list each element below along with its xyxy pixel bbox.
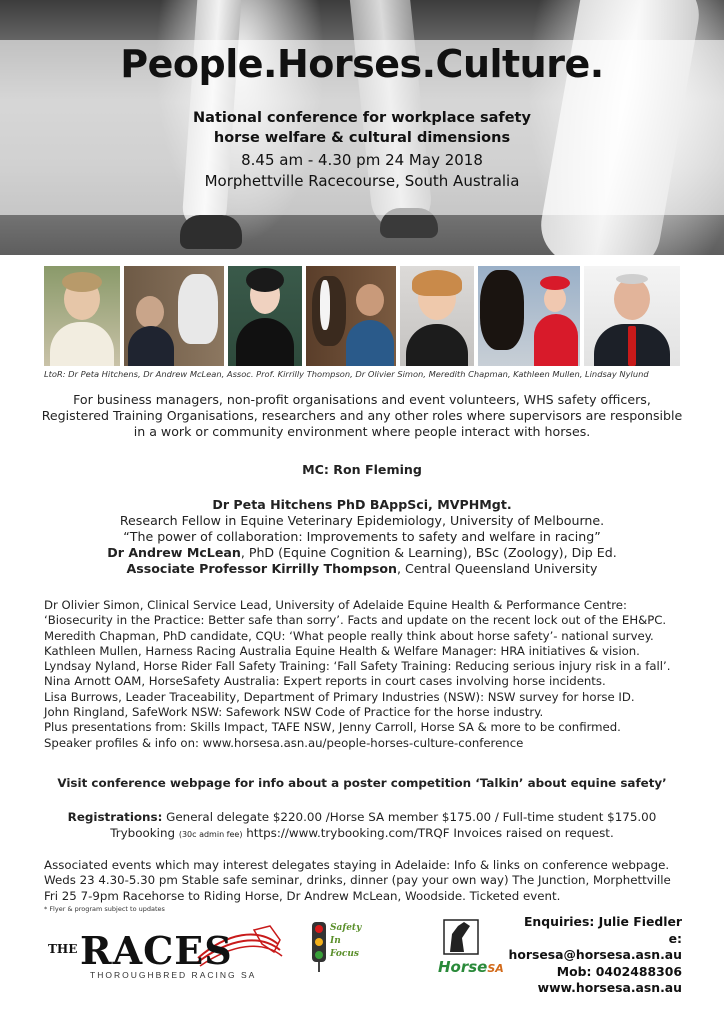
speaker-photo-strip (44, 266, 680, 366)
conference-subtitle: horse welfare & cultural dimensions (213, 130, 511, 146)
the-races-logo (48, 922, 284, 988)
traffic-light-icon (312, 922, 326, 962)
speaker-photo (306, 266, 396, 366)
horse-head-icon (442, 916, 482, 958)
list-item: Weds 23 4.30-5.30 pm Stable safe seminar, drinks, dinner (pay your own way) The Junction, Morphettville (44, 873, 671, 888)
list-item: Kathleen Mullen, Harness Racing Australia Equine Health & Welfare Manager: HRA initiatives & vision. (44, 643, 640, 658)
safety-logo-word: Focus (330, 949, 359, 959)
list-item: Nina Arnott OAM, HorseSafety Australia: Expert reports in court cases involving horse incidents. (44, 674, 606, 689)
list-item: Fri 25 7-9pm Racehorse to Riding Horse, Dr Andrew McLean, Woodside. Ticketed event. (44, 888, 561, 903)
page-title: People.Horses.Culture. (120, 42, 604, 86)
safety-logo-word: Safety (330, 923, 362, 933)
keynote-role: Research Fellow in Equine Veterinary Epidemiology, University of Melbourne. (119, 513, 605, 528)
associated-events (44, 858, 704, 904)
trybooking-link[interactable]: https://www.trybooking.com/TRQF Invoices raised on request. (242, 826, 614, 840)
poster-competition-note: Visit conference webpage for info about a poster competition ‘Talkin’ about equine safety’ (57, 776, 667, 790)
keynote-line (0, 545, 724, 561)
photo-caption: LtoR: Dr Peta Hitchens, Dr Andrew McLean, Assoc. Prof. Kirrilly Thompson, Dr Olivier Simon, Meredith Chapman, Kathleen Mullen, Lindsay Nylund (44, 369, 649, 379)
keynote-talk-title: “The power of collaboration: Improvements to safety and welfare in racing” (123, 529, 601, 544)
event-datetime: 8.45 am - 4.30 pm 24 May 2018 (241, 151, 483, 169)
list-item: Lyndsay Nyland, Horse Rider Fall Safety Training: ‘Fall Safety Training: Reducing serious injury risk in a fall’. (44, 659, 671, 674)
keynote-credentials: , PhD (Equine Cognition & Learning), BSc (Zoology), Dip Ed. (240, 545, 617, 560)
contact-mobile: Mob: 0402488306 (556, 963, 682, 979)
event-venue: Morphettville Racecourse, South Australia (204, 172, 520, 190)
list-item: Dr Olivier Simon, Clinical Service Lead, University of Adelaide Equine Health & Performance Centre: (44, 598, 627, 612)
horse-sa-logo (432, 916, 504, 986)
contact-block (500, 914, 682, 997)
keynote-name: Associate Professor Kirrilly Thompson (126, 561, 397, 576)
keynote-affiliation: , Central Queensland University (396, 561, 598, 576)
races-logo-the: THE (48, 942, 78, 956)
horsesa-logo-main: Horse (438, 958, 488, 976)
conference-subtitle: National conference for workplace safety (193, 110, 531, 126)
list-item: Associated events which may interest delegates staying in Adelaide: Info & links on conference webpage. (44, 858, 670, 872)
speaker-photo (124, 266, 224, 366)
races-logo-subtitle: THOROUGHBRED RACING SA (90, 970, 257, 980)
races-logo-word: RACES (80, 928, 233, 973)
speaker-photo (44, 266, 120, 366)
website-link[interactable]: www.horsesa.asn.au (537, 980, 682, 995)
admin-fee-note: (30c admin fee) (178, 830, 243, 839)
enquiries-contact: Enquiries: Julie Fiedler (523, 914, 682, 929)
registration-price-list: General delegate $220.00 /Horse SA member $175.00 / Full-time student $175.00 (162, 810, 657, 824)
horsesa-logo-sa: SA (487, 962, 504, 975)
speaker-photo (478, 266, 580, 366)
speaker-photo (400, 266, 474, 366)
hoof-image (180, 215, 242, 249)
keynote-line (0, 561, 724, 577)
speaker-photo (584, 266, 680, 366)
hero-banner (0, 0, 724, 255)
contact-email-link[interactable]: e: horsesa@horsesa.asn.au (508, 930, 682, 962)
speaker-photo (228, 266, 302, 366)
safety-in-focus-logo (312, 922, 368, 978)
registration-label: Registrations: (67, 810, 163, 824)
safety-logo-word: In (330, 936, 341, 946)
mc-line: MC: Ron Fleming (302, 462, 422, 477)
audience-description: For business managers, non-profit organisations and event volunteers, WHS safety officers, Registered Training Organisations, researchers and any other roles where supervisors are responsible in a work or community environment where people interact with horses. (41, 392, 683, 440)
keynote-name: Dr Andrew McLean (107, 545, 241, 560)
list-item: John Ringland, SafeWork NSW: Safework NSW Code of Practice for the horse industry. (44, 705, 544, 720)
speaker-profiles-link[interactable]: Speaker profiles & info on: www.horsesa.asn.au/people-horses-culture-conference (44, 735, 524, 750)
registration-prices (0, 810, 724, 824)
list-item: Plus presentations from: Skills Impact, TAFE NSW, Jenny Carroll, Horse SA & more to be confirmed. (44, 720, 621, 735)
list-item: ‘Biosecurity in the Practice: Better safe than sorry’. Facts and update on the recent lock out of the EH&PC. (44, 613, 667, 628)
list-item: Lisa Burrows, Leader Traceability, Department of Primary Industries (NSW): NSW survey for horse ID. (44, 689, 635, 704)
footnote: * Flyer & program subject to updates (44, 905, 165, 913)
keynote-name: Dr Peta Hitchens PhD BAppSci, MVPHMgt. (212, 497, 512, 512)
speaker-list (44, 598, 694, 751)
trybooking-label: Trybooking (110, 826, 179, 840)
registration-booking (0, 826, 724, 840)
list-item: Meredith Chapman, PhD candidate, CQU: ‘What people really think about horse safety’- national survey. (44, 628, 654, 643)
